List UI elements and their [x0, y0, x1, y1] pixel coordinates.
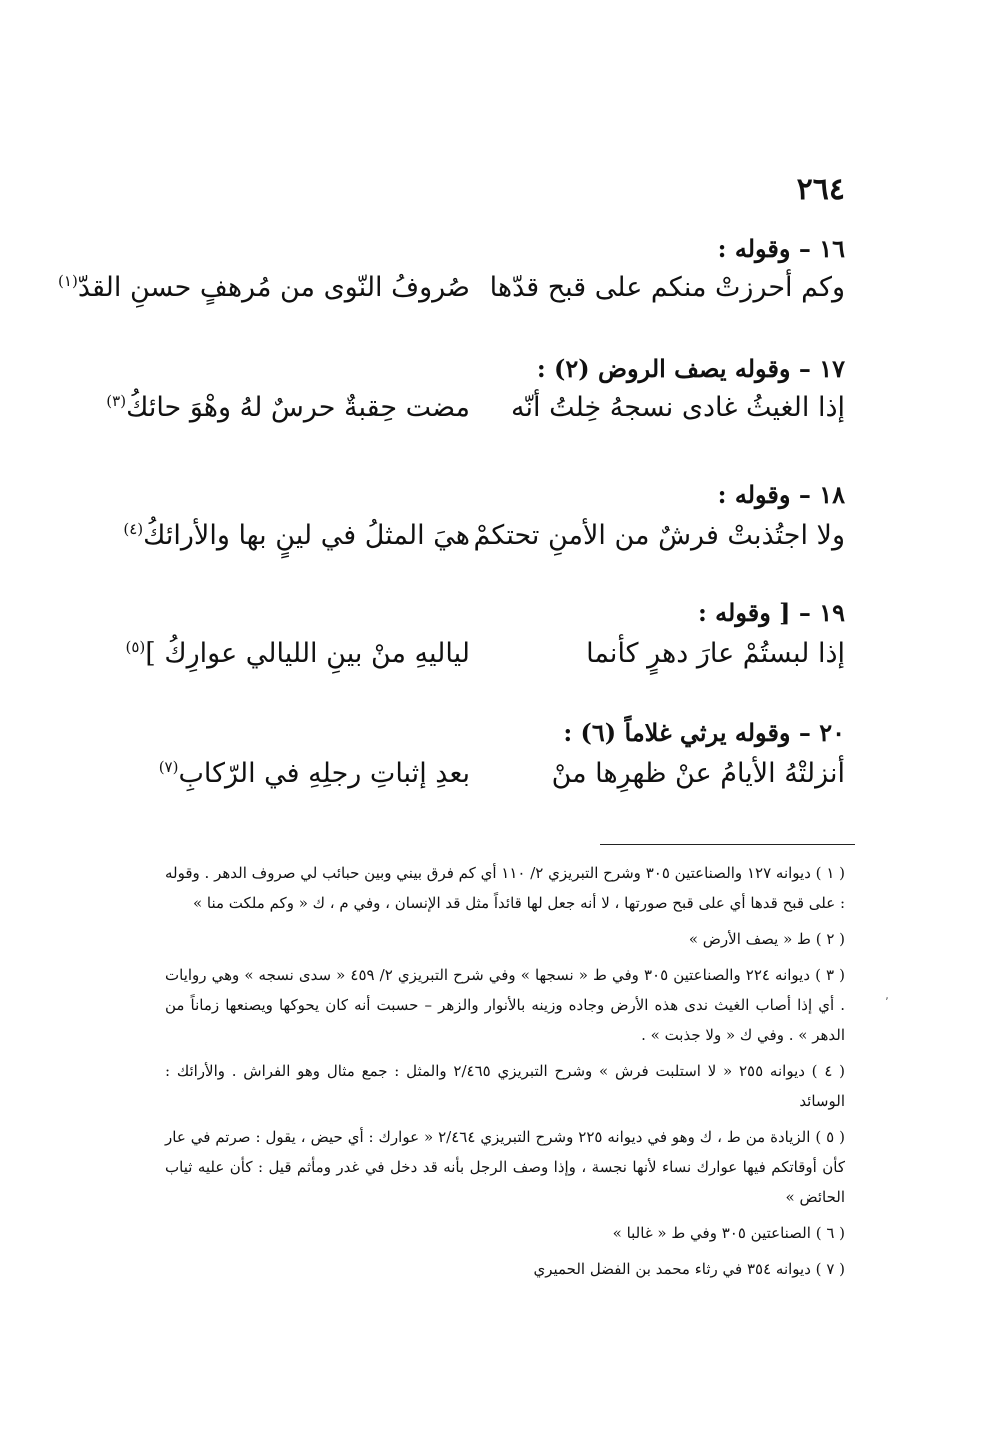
footnote-divider — [600, 844, 855, 845]
ink-speck: ٬ — [885, 995, 889, 1009]
verse-hemistich-left — [58, 272, 470, 303]
footnote: ( ٤ ) ديوانه ٢٥٥ « لا استلبت فرش » وشرح التبريزي ٢/٤٦٥ والمثل : جمع مثال وهو الفراش . والأرائك : الوسائد — [165, 1062, 845, 1110]
footnote: ( ٧ ) ديوانه ٣٥٤ في رثاء محمد بن الفضل الحميري — [533, 1260, 845, 1278]
verse-hemistich-right: أنزلتْهُ الأيامُ عنْ ظهرِها منْ — [551, 758, 845, 789]
hemistich-text: هيَ المثلُ في لينٍ بها والأرائكُ — [143, 520, 470, 551]
hemistich-text: لياليهِ منْ بينِ الليالي عوارِكُ ] — [145, 638, 470, 669]
hemistich-text: صُروفُ النّوى من مُرهفٍ حسنِ القدّ — [77, 272, 470, 303]
entry-heading: ١٦ – وقوله : — [717, 234, 845, 263]
footnote: ( ٢ ) ط « يصف الأرض » — [688, 930, 845, 948]
verse-line — [58, 272, 845, 316]
verse-line — [150, 758, 845, 802]
footnote: ( ٣ ) ديوانه ٢٢٤ والصناعتين ٣٠٥ وفي ط « نسجها » وفي شرح التبريزي ٢/ ٤٥٩ « سدى نسجه » وهي روايات . أي إذا أصاب الغيث ندى هذه الأرض وجاده وزينه بالأنوار والزهر – حسبت أنه كان يحوكها ويصنعها زماناً من الدهر » . وفي ك « ولا جذبت » . — [165, 966, 845, 1044]
verse-line — [123, 520, 845, 564]
hemistich-text: مضت حِقبةٌ حرسٌ لهُ وهْوَ حائكُ — [126, 392, 470, 423]
footnote-marker: (٧) — [158, 758, 179, 776]
entry-heading: ١٨ – وقوله : — [717, 480, 845, 509]
verse-hemistich-right: إذا لبستُمْ عارَ دهرٍ كأنما — [586, 638, 845, 669]
footnote: ( ٥ ) الزيادة من ط ، ك وهو في ديوانه ٢٢٥ وشرح التبريزي ٢/٤٦٤ « عوارك : أي حيض ، يقول : صرتم في عار كأن أوقاتكم فيها عوارك نساء لأنها نجسة ، وإذا وصف الرجل بأنه قد دخل في غدر ومأثم قيل : كأن عليه ثياب الحائض » — [165, 1128, 846, 1206]
entry-heading: ١٧ – وقوله يصف الروض (٢) : — [536, 354, 845, 383]
entry-heading: ٢٠ – وقوله يرثي غلاماً (٦) : — [563, 718, 845, 747]
footnote-marker: (٤) — [123, 520, 144, 538]
footnote: ( ٦ ) الصناعتين ٣٠٥ وفي ط « غالبا » — [612, 1224, 845, 1242]
footnotes — [165, 858, 845, 1290]
verse-hemistich-left — [125, 638, 470, 669]
footnote-marker: (٣) — [106, 392, 127, 410]
verse-hemistich-left — [123, 520, 470, 551]
verse-hemistich-right: إذا الغيثُ غادى نسجهُ خِلتُ أنّه — [511, 392, 845, 423]
hemistich-text: بعدِ إثباتِ رجلِهِ في الرّكابِ — [178, 758, 470, 789]
footnote: ( ١ ) ديوانه ١٢٧ والصناعتين ٣٠٥ وشرح التبريزي ٢/ ١١٠ أي كم فرق بيني وبين حبائب لي صروف الدهر . وقوله : على قبح قدها أي على قبح صورتها ، لا أنه جعل لها قائداً مثل قد الإنسان ، وفي م ، ك « وكم ملكت منا » — [165, 864, 846, 912]
page-number: ٢٦٤ — [796, 172, 845, 207]
footnote-marker: (١) — [58, 272, 78, 290]
verse-hemistich-left — [106, 392, 470, 423]
footnote-marker: (٥) — [125, 638, 146, 656]
entry-heading: ١٩ – [ وقوله : — [697, 598, 845, 627]
verse-hemistich-left — [159, 758, 470, 789]
verse-line — [125, 638, 845, 682]
verse-line — [106, 392, 845, 436]
verse-hemistich-right: ولا اجتُذبتْ فرشٌ من الأمنِ تحتكمْ — [473, 520, 845, 551]
verse-hemistich-right: وكم أحرزتْ منكم على قبح قدّها — [489, 272, 845, 303]
